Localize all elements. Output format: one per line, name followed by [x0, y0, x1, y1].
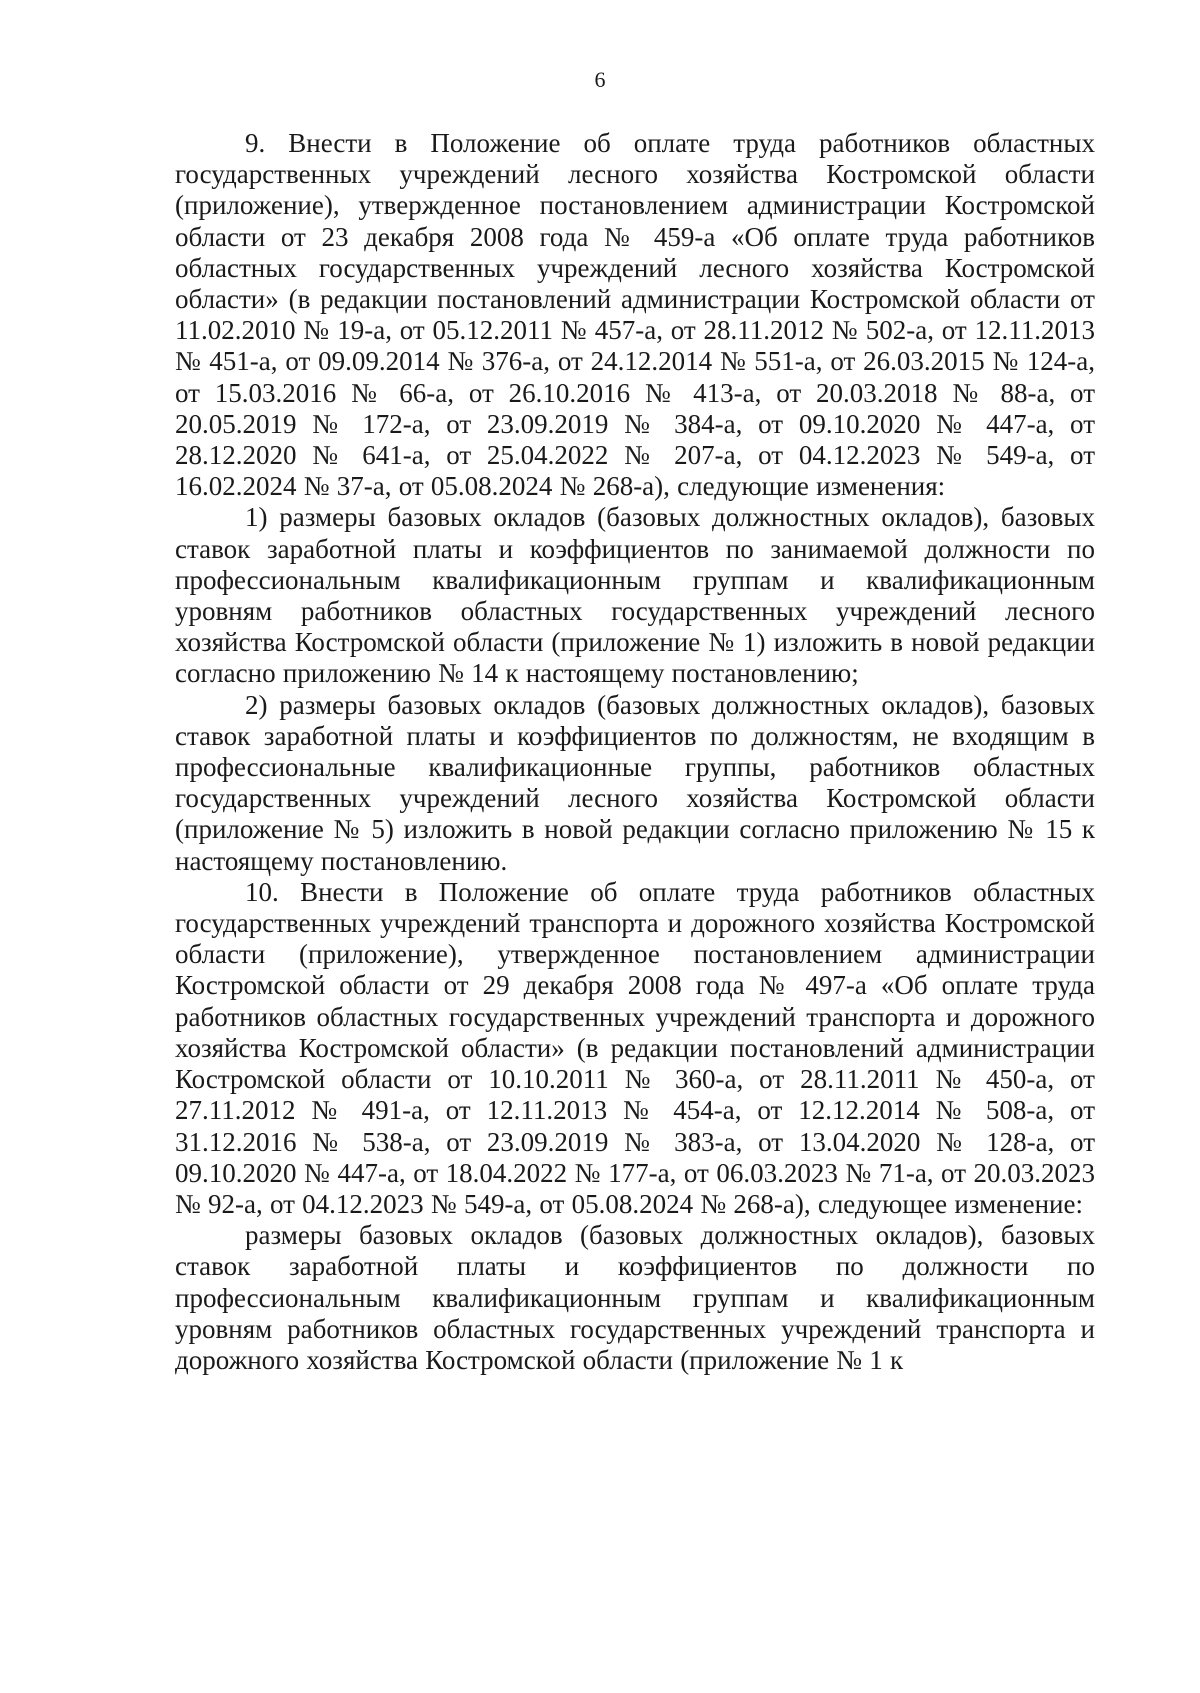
- document-body: [175, 128, 1095, 1376]
- page-number: 6: [594, 67, 606, 92]
- paragraph-subitem-2: 2) размеры базовых окладов (базовых должностных окладов), базовых ставок заработной платы и коэффициентов по должностям, не входящим в профессиональные квалификационные группы, работников областных государственных учреждений лесного хозяйства Костромской области (приложение № 5) изложить в новой редакции согласно приложению № 15 к настоящему постановлению.: [175, 689, 1095, 876]
- paragraph-item-9: 9. Внести в Положение об оплате труда работников областных государственных учреждений лесного хозяйства Костромской области (приложение), утвержденное постановлением администрации Костромской области от 23 декабря 2008 года № 459-а «Об оплате труда работников областных государственных учреждений лесного хозяйства Костромской области» (в редакции постановлений администрации Костромской области от 11.02.2010 № 19-а, от 05.12.2011 № 457-а, от 28.11.2012 № 502-а, от 12.11.2013 № 451-а, от 09.09.2014 № 376-а, от 24.12.2014 № 551-а, от 26.03.2015 № 124-а, от 15.03.2016 № 66-а, от 26.10.2016 № 413-а, от 20.03.2018 № 88-а, от 20.05.2019 № 172-а, от 23.09.2019 № 384-а, от 09.10.2020 № 447-а, от 28.12.2020 № 641-а, от 25.04.2022 № 207-а, от 04.12.2023 № 549-а, от 16.02.2024 № 37-а, от 05.08.2024 № 268-а), следующие изменения:: [175, 128, 1095, 502]
- paragraph-item-10: 10. Внести в Положение об оплате труда работников областных государственных учреждений транспорта и дорожного хозяйства Костромской области (приложение), утвержденное постановлением администрации Костромской области от 29 декабря 2008 года № 497-а «Об оплате труда работников областных государственных учреждений транспорта и дорожного хозяйства Костромской области» (в редакции постановлений администрации Костромской области от 10.10.2011 № 360-а, от 28.11.2011 № 450-а, от 27.11.2012 № 491-а, от 12.11.2013 № 454-а, от 12.12.2014 № 508-а, от 31.12.2016 № 538-а, от 23.09.2019 № 383-а, от 13.04.2020 № 128-а, от 09.10.2020 № 447-а, от 18.04.2022 № 177-а, от 06.03.2023 № 71-а, от 20.03.2023 № 92-а, от 04.12.2023 № 549-а, от 05.08.2024 № 268-а), следующее изменение:: [175, 876, 1095, 1219]
- paragraph-change-text: размеры базовых окладов (базовых должностных окладов), базовых ставок заработной платы и коэффициентов по должности по профессиональным квалификационным группам и квалификационным уровням работников областных государственных учреждений транспорта и дорожного хозяйства Костромской области (приложение № 1 к: [175, 1220, 1095, 1375]
- paragraph-subitem-1: 1) размеры базовых окладов (базовых должностных окладов), базовых ставок заработной платы и коэффициентов по занимаемой должности по профессиональным квалификационным группам и квалификационным уровням работников областных государственных учреждений лесного хозяйства Костромской области (приложение № 1) изложить в новой редакции согласно приложению № 14 к настоящему постановлению;: [175, 502, 1095, 689]
